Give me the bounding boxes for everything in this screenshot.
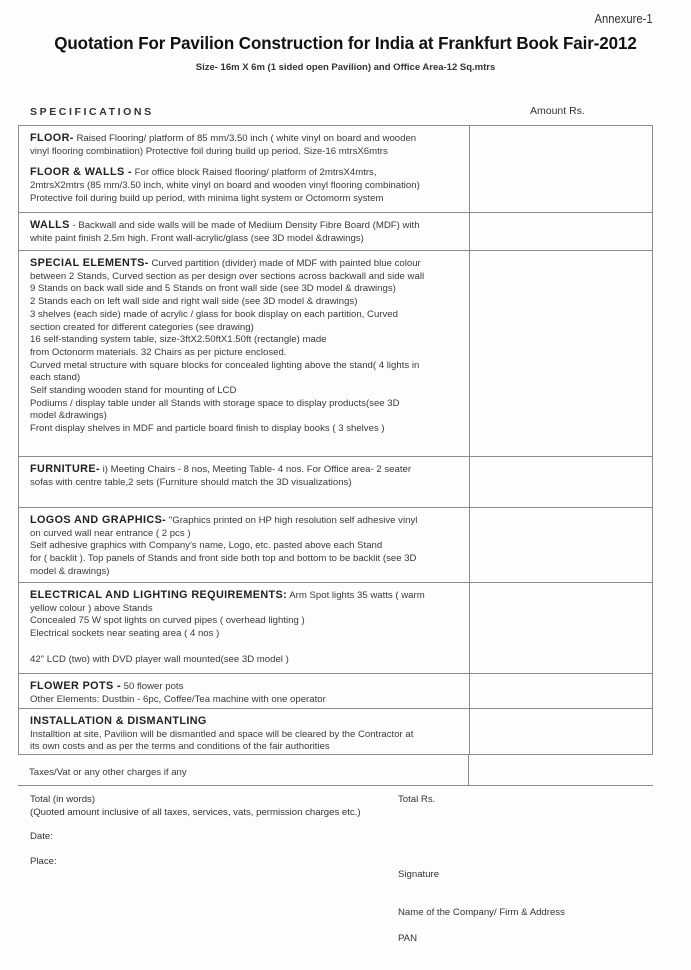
place-label: Place: — [30, 856, 57, 867]
row-description — [19, 457, 469, 507]
row-text: its own costs and as per the terms and conditions of the fair authorities — [30, 741, 330, 753]
row-text: Self standing wooden stand for mounting of LCD — [30, 385, 237, 397]
pan-label: PAN — [398, 933, 418, 944]
table-row-special-elements — [19, 251, 652, 457]
row-text: model & drawings) — [30, 565, 110, 577]
row-heading: LOGOS AND GRAPHICS- — [30, 514, 167, 526]
total-words-label: Total (in words) — [30, 794, 96, 805]
amount-cell-special-elements[interactable] — [469, 251, 652, 456]
row-text: white paint finish 2.5m high. Front wall-acrylic/glass (see 3D model &drawings) — [30, 232, 364, 244]
row-text: Electrical sockets near seating area ( 4 nos ) — [30, 628, 220, 640]
row-text: between 2 Stands, Curved section as per design over sections across backwall and side wall — [30, 270, 425, 282]
row-text: sofas with centre table,2 sets (Furniture should match the 3D visualizations) — [30, 476, 352, 488]
row-text: vinyl flooring combinatiion) Protective foil during build up period. Size-16 mtrsX6mtrs — [30, 145, 388, 157]
row-text: 42" LCD (two) with DVD player wall mounted(see 3D model ) — [30, 653, 289, 665]
row-text: 2mtrsX2mtrs (85 mm/3.50 inch, white vinyl on board and wooden vinyl flooring combination) — [30, 180, 420, 192]
row-text: yellow colour ) above Stands — [30, 602, 153, 614]
row-text: 9 Stands on back wall side and 5 Stands on front wall side (see 3D model & drawings) — [30, 283, 396, 295]
row-description — [19, 583, 469, 673]
row-text: Installtion at site, Pavilion will be dismantled and space will be cleared by the Contractor at — [30, 728, 414, 740]
row-text: Curved metal structure with square blocks for concealed lighting above the stand( 4 lights in — [30, 359, 420, 371]
row-text: model &drawings) — [30, 410, 107, 422]
date-label: Date: — [30, 831, 53, 842]
row-heading: FLOOR & WALLS - — [30, 166, 132, 179]
page-subtitle: Size- 16m X 6m (1 sided open Pavilion) and Office Area-12 Sq.mtrs — [195, 62, 496, 73]
table-row-walls — [19, 213, 652, 251]
row-text: on curved wall near entrance ( 2 pcs ) — [30, 527, 191, 539]
row-text: from Octonorm materials. 32 Chairs as per picture enclosed. — [30, 346, 287, 358]
amount-cell-walls[interactable] — [469, 213, 652, 250]
specifications-table — [18, 125, 653, 755]
row-description — [19, 709, 469, 755]
taxes-label: Taxes/Vat or any other charges if any — [29, 767, 187, 778]
table-row-flower-pots — [19, 674, 652, 709]
row-text: Concealed 75 W spot lights on curved pipes ( overhead lighting ) — [30, 615, 305, 627]
row-description — [19, 674, 469, 708]
total-note: (Quoted amount inclusive of all taxes, services, vats, permission charges etc.) — [30, 807, 361, 818]
row-text: - Backwall and side walls will be made of Medium Density Fibre Board (MDF) with — [69, 220, 420, 231]
page-title: Quotation For Pavilion Construction for India at Frankfurt Book Fair-2012 — [54, 33, 637, 53]
row-text-blank — [30, 641, 469, 654]
table-row-floor — [19, 126, 652, 213]
amount-cell-installation-dismantling[interactable] — [469, 709, 652, 755]
taxes-amount-cell[interactable] — [468, 755, 651, 785]
row-text: Front display shelves in MDF and particle board finish to display books ( 3 shelves ) — [30, 423, 385, 435]
row-heading: FURNITURE- — [30, 463, 100, 475]
table-row-logos-graphics — [19, 508, 652, 583]
amount-cell-furniture[interactable] — [469, 457, 652, 507]
table-row-furniture — [19, 457, 652, 508]
amount-cell-logos-graphics[interactable] — [469, 508, 652, 582]
row-text: 3 shelves (each side) made of acrylic / glass for book display on each partition, Curved — [30, 308, 398, 320]
row-text: for ( backlit ). Top panels of Stands and front side both top and bottom to be backlit (see 3D — [30, 553, 417, 565]
row-description — [19, 213, 469, 250]
row-text: 16 self-standing system table, size-3ftX2.50ftX1.50ft (rectangle) made — [30, 334, 327, 346]
company-address-label: Name of the Company/ Firm & Address — [398, 907, 565, 918]
row-text: each stand) — [30, 372, 81, 384]
total-rs-label: Total Rs. — [398, 794, 436, 805]
row-description — [19, 508, 469, 582]
row-text: Podiums / display table under all Stands with storage space to display products(see 3D — [30, 397, 400, 409]
row-heading: FLOWER POTS - — [30, 680, 121, 692]
row-text: section created for different categories (see drawing) — [30, 321, 254, 333]
row-text: Self adhesive graphics with Company's name, Logo, etc. pasted above each Stand — [30, 540, 383, 552]
signature-label: Signature — [398, 869, 440, 880]
amount-cell-floor[interactable] — [469, 126, 652, 212]
row-heading: SPECIAL ELEMENTS- — [30, 257, 149, 269]
row-text: Arm Spot lights 35 watts ( warm — [287, 590, 425, 601]
row-description — [19, 126, 469, 212]
amount-cell-electrical-lighting[interactable] — [469, 583, 652, 673]
row-text: i) Meeting Chairs - 8 nos, Meeting Table- 4 nos. For Office area- 2 seater — [99, 464, 412, 475]
row-text: Raised Flooring/ platform of 85 mm/3.50 inch ( white vinyl on board and wooden — [73, 133, 417, 144]
row-heading: INSTALLATION & DISMANTLING — [30, 715, 207, 727]
row-text: 50 flower pots — [120, 681, 184, 692]
amount-column-heading: Amount Rs. — [530, 105, 585, 117]
row-heading: ELECTRICAL AND LIGHTING REQUIREMENTS: — [30, 589, 288, 601]
row-text: For office block Raised flooring/ platform of 2mtrsX4mtrs, — [131, 167, 377, 179]
row-heading: WALLS — [30, 219, 70, 231]
table-row-installation-dismantling — [19, 709, 652, 755]
row-text: Curved partition (divider) made of MDF with painted blue colour — [148, 258, 421, 269]
row-text: 2 Stands each on left wall side and right wall side (see 3D model & drawings) — [30, 296, 358, 308]
row-text: Other Elements: Dustbin - 6pc, Coffee/Tea machine with one operator — [30, 693, 326, 705]
annexure-label: Annexure-1 — [594, 12, 653, 26]
table-row-electrical-lighting — [19, 583, 652, 674]
amount-cell-flower-pots[interactable] — [469, 674, 652, 708]
taxes-row — [18, 755, 653, 786]
row-text: "Graphics printed on HP high resolution self adhesive vinyl — [166, 515, 418, 526]
specifications-heading: SPECIFICATIONS — [30, 106, 154, 118]
row-text: Protective foil during build up period, with minima light system or Octomorm system — [30, 192, 384, 204]
row-description — [19, 251, 469, 456]
row-heading: FLOOR- — [30, 132, 74, 144]
